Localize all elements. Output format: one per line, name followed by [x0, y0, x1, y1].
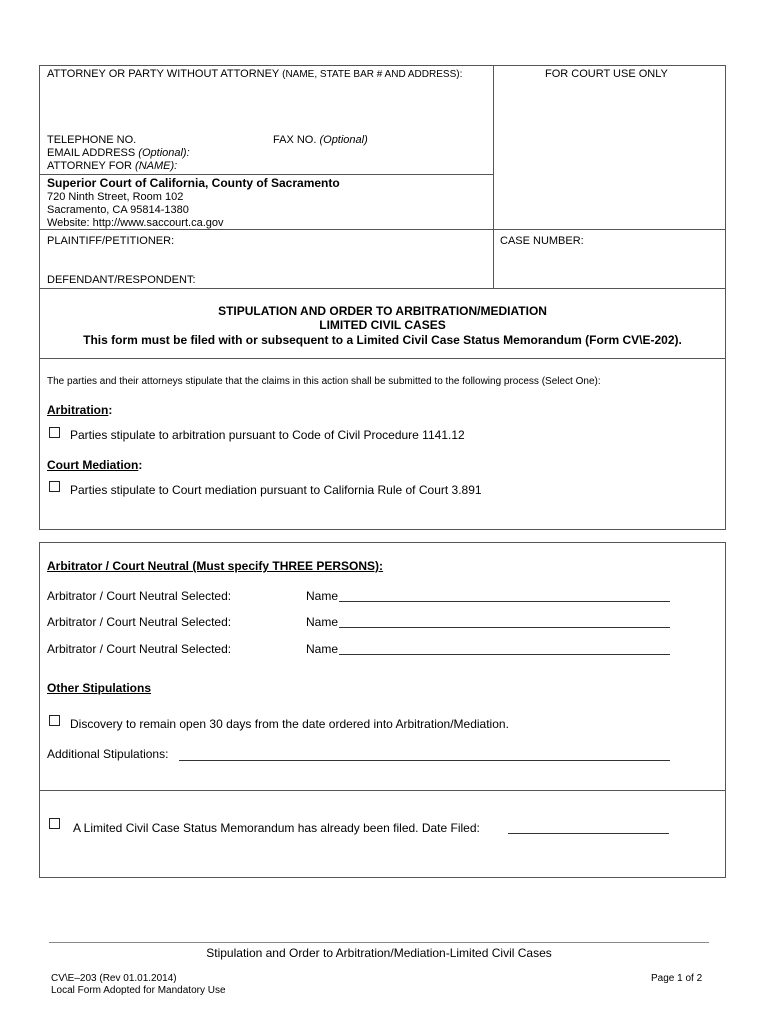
- court-website: Website: http://www.saccourt.ca.gov: [47, 217, 224, 229]
- attorney-for-label: [47, 160, 177, 173]
- telephone-label: TELEPHONE NO.: [47, 134, 137, 146]
- process-divider: [39, 358, 726, 359]
- memo-text: A Limited Civil Case Status Memorandum has already been filed. Date Filed:: [73, 821, 480, 835]
- memo-divider: [39, 790, 726, 791]
- date-filed-input[interactable]: [508, 833, 669, 834]
- memo-checkbox[interactable]: [49, 818, 60, 829]
- attorney-label-small: (NAME, STATE BAR # AND ADDRESS):: [282, 69, 463, 80]
- form-title-line3: This form must be filed with or subsequent to a Limited Civil Case Status Memorandum (Form CV\E-202).: [83, 333, 682, 347]
- court-address-2: Sacramento, CA 95814-1380: [47, 204, 189, 216]
- neutral-row-3-label: Arbitrator / Court Neutral Selected:: [47, 642, 232, 656]
- arbitration-colon: :: [108, 403, 113, 417]
- email-label-text: EMAIL ADDRESS: [47, 147, 136, 159]
- mediation-checkbox[interactable]: [49, 481, 60, 492]
- mediation-colon: :: [138, 458, 143, 472]
- process-intro: The parties and their attorneys stipulate that the claims in this action shall be submitted to the following process (Select One):: [47, 376, 601, 387]
- title-divider: [39, 288, 726, 289]
- court-name: Superior Court of California, County of Sacramento: [47, 176, 340, 190]
- discovery-text: Discovery to remain open 30 days from the date ordered into Arbitration/Mediation.: [70, 717, 509, 731]
- mediation-option-text: Parties stipulate to Court mediation pursuant to California Rule of Court 3.891: [70, 483, 482, 497]
- arbitration-heading: [47, 403, 112, 417]
- footer-page: Page 1 of 2: [651, 973, 703, 984]
- additional-stipulations-label: Additional Stipulations:: [47, 747, 169, 761]
- neutral-row-2-label: Arbitrator / Court Neutral Selected:: [47, 615, 232, 629]
- arbitration-checkbox[interactable]: [49, 427, 60, 438]
- neutral-row-3-name-input[interactable]: [339, 654, 670, 655]
- form-title-line2: LIMITED CIVIL CASES: [319, 318, 446, 332]
- footer-adopted: Local Form Adopted for Mandatory Use: [51, 985, 226, 996]
- attorney-label-main: ATTORNEY OR PARTY WITHOUT ATTORNEY: [47, 68, 280, 80]
- attorney-for-name: (NAME):: [135, 160, 178, 172]
- fax-optional: (Optional): [319, 134, 368, 146]
- other-stipulations-heading: Other Stipulations: [47, 681, 152, 695]
- footer-rule: [49, 942, 709, 943]
- fax-label-text: FAX NO.: [273, 134, 317, 146]
- case-number-label: CASE NUMBER:: [500, 235, 584, 247]
- discovery-checkbox[interactable]: [49, 715, 60, 726]
- fax-label: [273, 134, 368, 147]
- neutral-row-2-name-label: Name: [306, 615, 339, 629]
- neutral-row-3-name-label: Name: [306, 642, 339, 656]
- form-title-line1: STIPULATION AND ORDER TO ARBITRATION/MEDIATION: [218, 304, 547, 318]
- neutral-row-1-name-input[interactable]: [339, 601, 670, 602]
- court-address-1: 720 Ninth Street, Room 102: [47, 191, 184, 203]
- footer-title: Stipulation and Order to Arbitration/Mediation-Limited Civil Cases: [206, 946, 552, 960]
- court-divider: [39, 174, 493, 175]
- email-optional: (Optional):: [138, 147, 190, 159]
- caption-divider-vertical: [493, 65, 494, 288]
- plaintiff-label: PLAINTIFF/PETITIONER:: [47, 235, 175, 247]
- neutral-row-1-label: Arbitrator / Court Neutral Selected:: [47, 589, 232, 603]
- additional-stipulations-input[interactable]: [179, 760, 670, 761]
- attorney-for-text: ATTORNEY FOR: [47, 160, 132, 172]
- arbitration-option-text: Parties stipulate to arbitration pursuant to Code of Civil Procedure 1141.12: [70, 428, 465, 442]
- email-label: [47, 147, 190, 160]
- mediation-heading-text: Court Mediation: [47, 458, 139, 472]
- neutral-heading: Arbitrator / Court Neutral (Must specify THREE PERSONS):: [47, 559, 384, 573]
- footer-form-number: CV\E–203 (Rev 01.01.2014): [51, 973, 177, 984]
- neutral-row-2-name-input[interactable]: [339, 627, 670, 628]
- court-use-label: FOR COURT USE ONLY: [545, 68, 668, 80]
- arbitration-heading-text: Arbitration: [47, 403, 109, 417]
- attorney-label: [47, 68, 462, 81]
- mediation-heading: [47, 458, 142, 472]
- neutral-row-1-name-label: Name: [306, 589, 339, 603]
- defendant-label: DEFENDANT/RESPONDENT:: [47, 274, 196, 286]
